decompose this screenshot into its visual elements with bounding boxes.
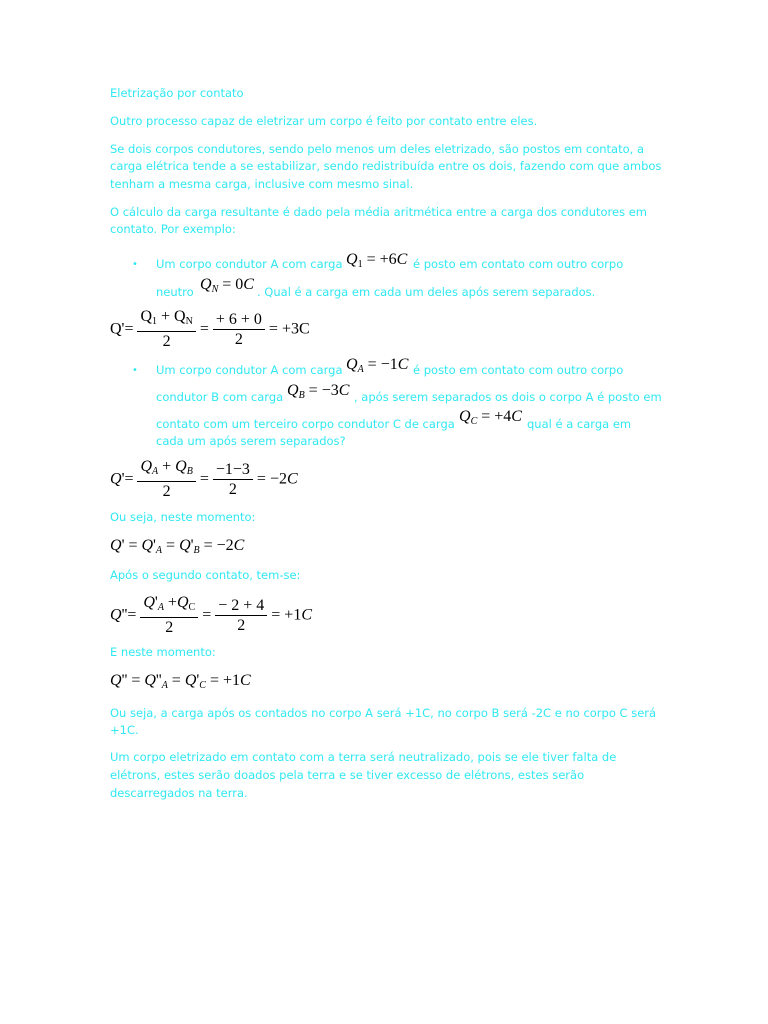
equation-qc-plus-4c: $Q_C = +4C$ <box>459 408 522 427</box>
text-e-neste-momento: E neste momento: <box>110 645 216 659</box>
section-title: Eletrização por contato <box>110 86 244 100</box>
equation-q-double-prime-equal: $Q'' = Q''_A = Q'_C = +1C$ <box>110 672 251 691</box>
bullet-marker-2: • <box>132 365 138 376</box>
paragraph-5-line-2: elétrons, estes serão doados pela terra e se tiver excesso de elétrons, estes serão <box>110 768 585 782</box>
bullet-2-text-c: condutor B com carga <box>156 390 284 404</box>
paragraph-2-line-2: carga elétrica tende a se estabilizar, sendo redistribuída entre os dois, fazendo com que ambos <box>110 159 662 173</box>
bullet-2-text-b: é posto em contato com outro corpo <box>413 363 624 377</box>
paragraph-5-line-3: descarregados na terra. <box>110 786 248 800</box>
equation-q1-6c: $Q_1 = +6C$ <box>346 251 408 270</box>
bullet-1-text-b: é posto em contato com outro corpo <box>413 257 624 271</box>
equation-q-prime-2: Q'= $\frac{Q_A + Q_B}{2}$ = $\frac{-1-3}{2}$ = −2C <box>110 458 298 500</box>
paragraph-5-line-1: Um corpo eletrizado em contato com a terra será neutralizado, pois se ele tiver falta de <box>110 750 617 764</box>
bullet-marker-1: • <box>132 259 138 270</box>
bullet-1-text-d: . Qual é a carga em cada um deles após serem separados. <box>257 285 596 299</box>
bullet-1-text-c: neutro <box>156 285 194 299</box>
equation-q-prime-equal: $Q' = Q'_A = Q'_B = -2C$ <box>110 537 245 556</box>
equation-q-double-prime: Q''= $\frac{Q'_A +Q_C}{2}$ = $\frac{- 2 + 4}{2}$ = +1C <box>110 594 312 636</box>
bullet-2-text-d: , após serem separados os dois o corpo A é posto em <box>354 390 662 404</box>
paragraph-4-line-2: +1C. <box>110 723 139 737</box>
paragraph-1: Outro processo capaz de eletrizar um corpo é feito por contato entre eles. <box>110 114 538 128</box>
bullet-2-text-e: contato com um terceiro corpo condutor C de carga <box>156 417 455 431</box>
equation-qb-minus-3c: $Q_B = -3C$ <box>287 382 350 401</box>
text-ou-seja-neste-momento: Ou seja, neste momento: <box>110 510 256 524</box>
bullet-1-text-a: Um corpo condutor A com carga <box>156 257 343 271</box>
paragraph-3-line-1: O cálculo da carga resultante é dado pela média aritmética entre a carga dos condutores em <box>110 205 648 219</box>
bullet-2-text-a: Um corpo condutor A com carga <box>156 363 343 377</box>
bullet-2-text-g: cada um após serem separados? <box>156 434 346 448</box>
equation-qa-minus-1c: $Q_A = -1C$ <box>346 356 409 375</box>
paragraph-3-line-2: contato. Por exemplo: <box>110 222 236 236</box>
paragraph-4-line-1: Ou seja, a carga após os contados no corpo A será +1C, no corpo B será -2C e no corpo C será <box>110 706 657 720</box>
paragraph-2-line-1: Se dois corpos condutores, sendo pelo menos um deles eletrizado, são postos em contato, a <box>110 142 645 156</box>
text-apos-segundo-contato: Após o segundo contato, tem-se: <box>110 568 301 582</box>
equation-q-prime-1: Q'= $\frac{Q_1 + Q_N}{2}$ = $\frac{+ 6 + 0}{2}$ = +3C <box>110 308 310 350</box>
equation-qn-0c: $Q_N = 0C$ <box>200 276 254 295</box>
bullet-2-text-f: qual é a carga em <box>527 417 632 431</box>
paragraph-2-line-3: tenham a mesma carga, inclusive com mesmo sinal. <box>110 177 414 191</box>
